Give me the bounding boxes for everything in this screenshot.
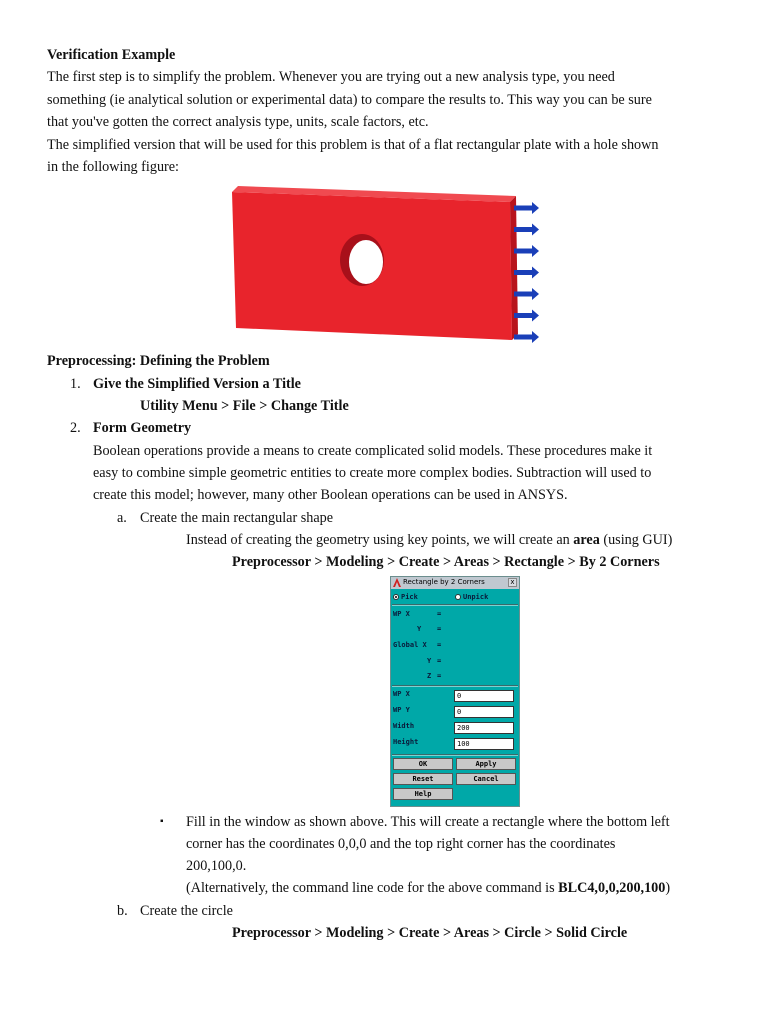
paragraph-line: (Alternatively, the command line code for the above command is BLC4,0,0,200,100)	[186, 880, 671, 896]
dialog-title: Rectangle by 2 Corners	[403, 578, 485, 586]
paragraph-line: corner has the coordinates 0,0,0 and the top right corner has the coordinates	[186, 836, 616, 852]
step-title: Form Geometry	[93, 420, 192, 436]
divider	[392, 604, 518, 606]
field-wpx-label: WP X	[393, 690, 410, 698]
dialog-titlebar	[391, 577, 519, 589]
pick-radio[interactable]	[393, 594, 399, 600]
force-arrow	[514, 292, 534, 297]
divider	[392, 754, 518, 756]
equals-sign: =	[437, 641, 442, 649]
apply-button[interactable]: Apply	[456, 758, 516, 770]
menu-path: Preprocessor > Modeling > Create > Areas > Circle > Solid Circle	[232, 925, 628, 941]
menu-path: Preprocessor > Modeling > Create > Areas > Rectangle > By 2 Corners	[232, 554, 660, 570]
paragraph-line: easy to combine simple geometric entities to create more complex bodies. Subtraction will used to	[93, 465, 652, 481]
unpick-label: Unpick	[463, 593, 489, 601]
field-wpy-label: WP Y	[393, 706, 410, 714]
gy-readout-label: Y	[427, 657, 432, 665]
ansys-logo-icon	[393, 578, 401, 587]
paragraph-line: Instead of creating the geometry using key points, we will create an area (using GUI)	[186, 532, 673, 548]
close-button[interactable]: x	[508, 578, 517, 587]
force-arrow	[514, 227, 534, 232]
pick-label: Pick	[401, 593, 418, 601]
paragraph-line: create this model; however, many other Boolean operations can be used in ANSYS.	[93, 487, 568, 503]
substep-title: Create the main rectangular shape	[140, 510, 334, 526]
preprocessing-heading: Preprocessing: Defining the Problem	[47, 353, 270, 369]
equals-sign: =	[437, 625, 442, 633]
paragraph-line: Boolean operations provide a means to create complicated solid models. These procedures make it	[93, 443, 653, 459]
width-input[interactable]: 200	[454, 722, 514, 734]
plate-with-hole-figure	[228, 180, 540, 348]
substep-title: Create the circle	[140, 903, 233, 919]
unpick-radio[interactable]	[455, 594, 461, 600]
equals-sign: =	[437, 672, 442, 680]
section-heading: Verification Example	[47, 47, 176, 63]
help-button[interactable]: Help	[393, 788, 453, 800]
rectangle-dialog	[390, 576, 520, 807]
paragraph-line: 200,100,0.	[186, 858, 247, 874]
globalx-readout-label: Global X	[393, 641, 427, 649]
substep-letter: b.	[117, 903, 128, 919]
wpx-input[interactable]: 0	[454, 690, 514, 702]
step-number: 2.	[70, 420, 81, 436]
force-arrow	[514, 249, 534, 254]
force-arrow	[514, 206, 534, 211]
reset-button[interactable]: Reset	[393, 773, 453, 785]
intro-line: The first step is to simplify the problem. Whenever you are trying out a new analysis type, you need	[47, 69, 615, 85]
field-height-label: Height	[393, 738, 419, 746]
divider	[392, 685, 518, 687]
field-width-label: Width	[393, 722, 415, 730]
paragraph-line: Fill in the window as shown above. This will create a rectangle where the bottom left	[186, 814, 670, 830]
wpy-input[interactable]: 0	[454, 706, 514, 718]
cancel-button[interactable]: Cancel	[456, 773, 516, 785]
step-title: Give the Simplified Version a Title	[93, 376, 301, 392]
step-number: 1.	[70, 376, 81, 392]
intro-line: in the following figure:	[47, 159, 179, 175]
ok-button[interactable]: OK	[393, 758, 453, 770]
equals-sign: =	[437, 657, 442, 665]
intro-line: something (ie analytical solution or experimental data) to compare the results to. This way you can be sure	[47, 92, 652, 108]
height-input[interactable]: 100	[454, 738, 514, 750]
bullet-marker: ▪	[160, 816, 164, 827]
intro-line: that you've gotten the correct analysis type, units, scale factors, etc.	[47, 114, 429, 130]
force-arrow	[514, 313, 534, 318]
force-arrow	[514, 335, 534, 340]
intro-line: The simplified version that will be used for this problem is that of a flat rectangular plate with a hole shown	[47, 137, 659, 153]
substep-letter: a.	[117, 510, 127, 526]
y-readout-label: Y	[417, 625, 422, 633]
force-arrow	[514, 270, 534, 275]
equals-sign: =	[437, 610, 442, 618]
wpx-readout-label: WP X	[393, 610, 410, 618]
menu-path: Utility Menu > File > Change Title	[140, 398, 349, 414]
gz-readout-label: Z	[427, 672, 432, 680]
